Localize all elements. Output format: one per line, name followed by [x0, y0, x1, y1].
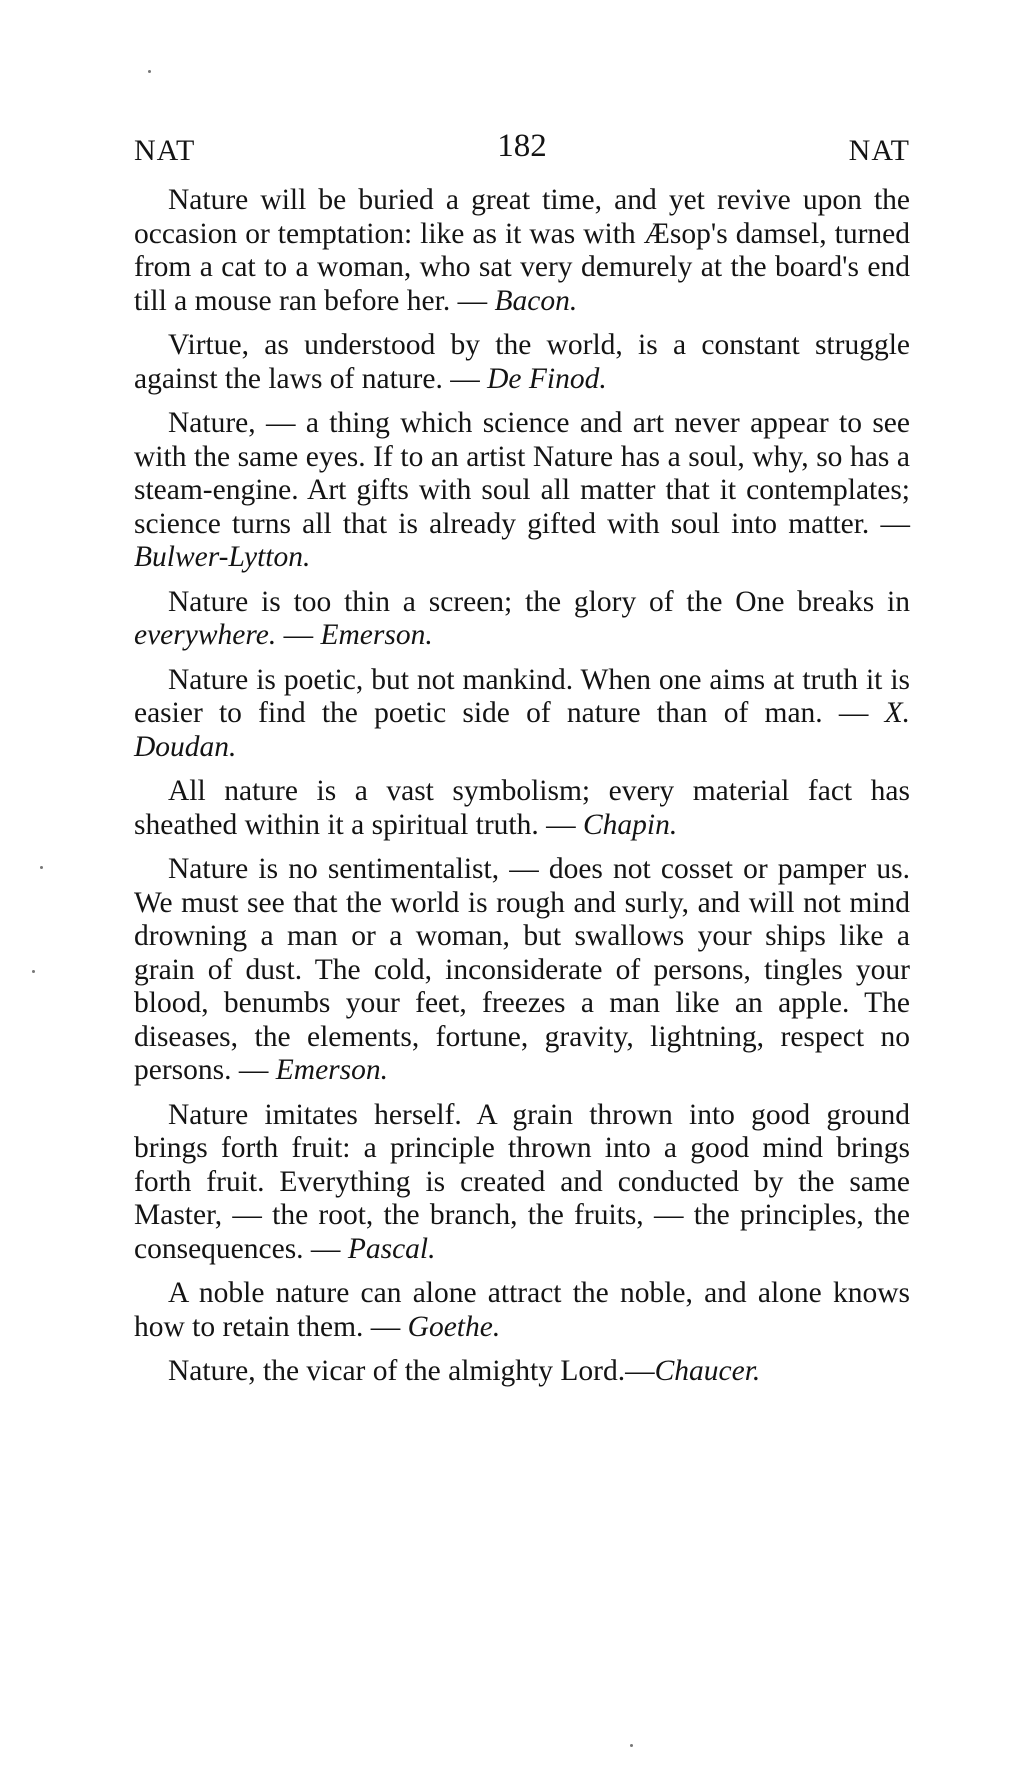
quotation	[134, 1355, 910, 1389]
quotation-author: De Finod.	[487, 362, 607, 395]
quotation-list	[134, 184, 910, 1389]
quotation-emphasis: everywhere.	[134, 619, 277, 651]
book-page	[134, 128, 910, 1400]
quotation	[134, 664, 910, 765]
quotation-text: Nature, — a thing which science and art never appear to see with the same eyes. If to an artist Nature has a soul, why, so has a steam-engine. Art gifts with soul all matter that it contemplates; science turns all that is already gifted with soul into matter. —	[134, 407, 910, 540]
quotation-text: A noble nature can alone attract the noble, and alone knows how to retain them. —	[134, 1277, 910, 1343]
quotation	[134, 329, 910, 396]
quotation-dash: —	[276, 619, 321, 651]
quotation-author: Chapin.	[582, 808, 678, 841]
quotation-text: Nature is no sentimentalist, — does not cosset or pamper us. We must see that the world is rough and surly, and will not mind drowning a man or a woman, but swallows your ships like a grain of dust. The cold, inconsiderate of persons, tingles your blood, benumbs your feet, freezes a man like an apple. The diseases, the elements, fortune, gravity, lightning, respect no persons. —	[134, 853, 910, 1086]
quotation-author: Goethe.	[407, 1310, 501, 1343]
speck	[40, 866, 43, 869]
running-header	[134, 128, 910, 180]
quotation-text: Virtue, as understood by the world, is a constant struggle against the laws of nature. —	[134, 329, 910, 395]
header-left-keyword: NAT	[134, 134, 196, 167]
quotation-author: Pascal.	[347, 1232, 436, 1265]
quotation-author: Emerson.	[275, 1054, 389, 1086]
speck	[630, 1744, 633, 1747]
quotation-author: Emerson.	[320, 619, 433, 651]
quotation	[134, 1277, 910, 1344]
quotation-author: X. Doudan.	[134, 697, 910, 763]
quotation-text: All nature is a vast symbolism; every material fact has sheathed within it a spiritual truth. —	[134, 775, 910, 841]
quotation-author: Bulwer-Lytton.	[134, 541, 311, 573]
quotation-author: Chaucer.	[654, 1355, 761, 1387]
quotation	[134, 853, 910, 1088]
header-right-keyword: NAT	[848, 134, 910, 167]
speck	[148, 70, 151, 73]
page-number: 182	[497, 128, 547, 164]
quotation-text: Nature is poetic, but not mankind. When one aims at truth it is easier to find the poetic side of nature than of man. —	[134, 663, 910, 729]
quotation-text: Nature imitates herself. A grain thrown into good ground brings forth fruit: a principle thrown into a good mind brings forth fruit. Everything is created and conducted by the same Master, — the root, the branch, the fruits, — the principles, the consequences. —	[134, 1098, 910, 1265]
quotation	[134, 407, 910, 575]
quotation-author: Bacon.	[494, 284, 578, 317]
quotation	[134, 586, 910, 653]
quotation-text: Nature is too thin a screen; the glory of the One breaks in	[168, 585, 910, 618]
quotation	[134, 184, 910, 318]
quotation-text: Nature will be buried a great time, and yet revive upon the occasion or temptation: like as it was with Æsop's damsel, turned from a cat to a woman, who sat very demurely at the board's end till a mouse ran before her. —	[134, 184, 910, 317]
quotation	[134, 1099, 910, 1267]
quotation	[134, 775, 910, 842]
speck	[32, 970, 35, 973]
quotation-text: Nature, the vicar of the almighty Lord.—	[168, 1355, 655, 1387]
